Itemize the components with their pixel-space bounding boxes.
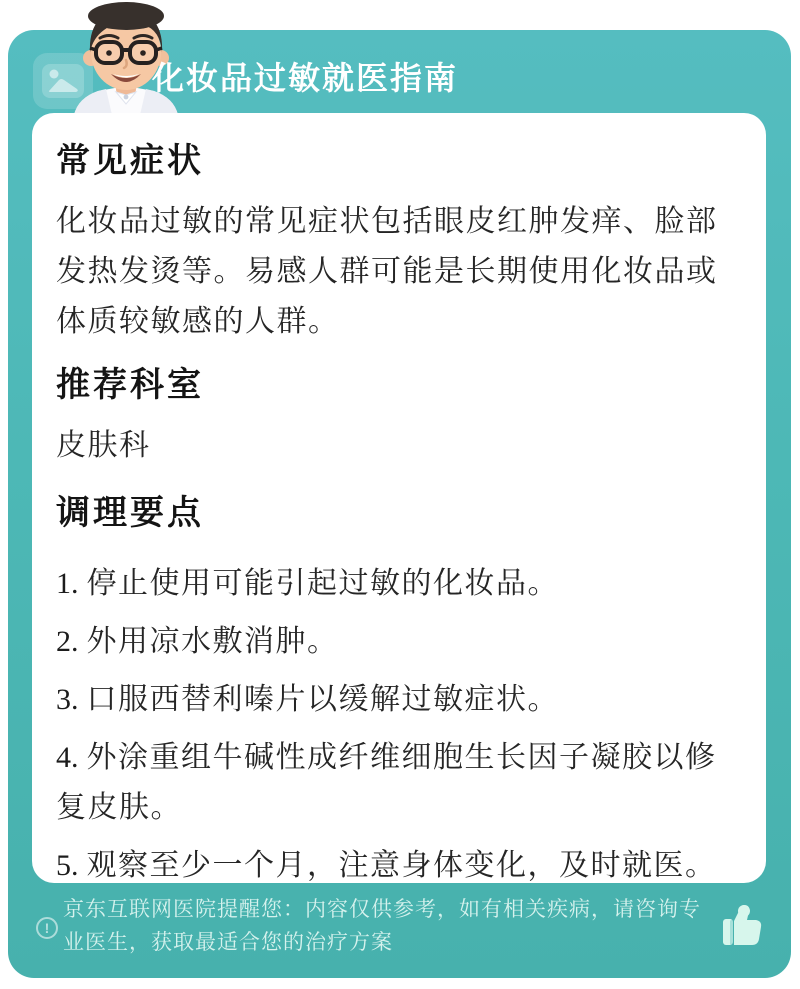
list-item-text: 口服西替利嗪片以缓解过敏症状。 — [86, 683, 559, 716]
list-item-text: 外涂重组牛碱性成纤维细胞生长因子凝胶以修复皮肤。 — [56, 741, 717, 824]
info-icon: ! — [36, 917, 58, 939]
thumbs-up-icon — [720, 903, 762, 949]
list-item-number: 1. — [56, 567, 79, 600]
advice-list — [56, 559, 744, 883]
list-item-text: 观察至少一个月，注意身体变化，及时就医。 — [86, 849, 717, 882]
list-item — [56, 733, 744, 833]
section-body-symptoms: 化妆品过敏的常见症状包括眼皮红肿发痒、脸部发热发烫等。易感人群可能是长期使用化妆品或体质较敏感的人群。 — [56, 205, 718, 338]
list-item — [56, 675, 744, 725]
list-item-number: 4. — [56, 741, 79, 774]
list-item — [56, 841, 744, 883]
list-item — [56, 559, 744, 609]
list-item-number: 2. — [56, 625, 79, 658]
section-heading-symptoms: 常见症状 — [56, 142, 204, 180]
list-item-text: 停止使用可能引起过敏的化妆品。 — [86, 567, 559, 600]
section-heading-department: 推荐科室 — [56, 366, 204, 404]
section-heading-advice: 调理要点 — [56, 494, 204, 532]
content-card — [32, 113, 766, 883]
list-item-text: 外用凉水敷消肿。 — [86, 625, 339, 658]
list-item-number: 3. — [56, 683, 79, 716]
disclaimer-text: 京东互联网医院提醒您：内容仅供参考，如有相关疾病，请咨询专业医生，获取最适合您的治疗方案 — [63, 898, 701, 954]
list-item — [56, 617, 744, 667]
thumbs-up-button[interactable] — [720, 903, 762, 949]
list-item-number: 5. — [56, 849, 79, 882]
page-title: 化妆品过敏就医指南 — [152, 60, 459, 96]
section-body-department: 皮肤科 — [56, 429, 151, 462]
